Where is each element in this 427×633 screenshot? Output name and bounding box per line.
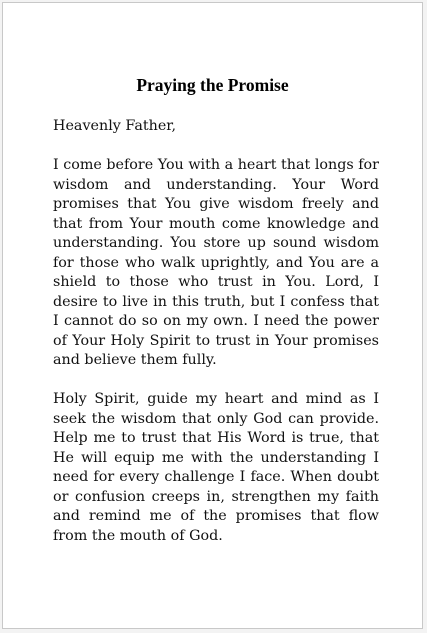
- greeting-line: Heavenly Father,: [53, 118, 177, 134]
- paragraph-1: I come before You with a heart that longs for wisdom and understanding. Your Word promises that You give wisdom freely and that from Your mouth come knowledge and understanding. You store up sound wisdom for those who walk uprightly, and You are a shield to those who trust in You. Lord, I desire to live in this truth, but I confess that I cannot do so on my own. I need the power of Your Holy Spirit to trust in Your promises and believe them fully.: [53, 157, 379, 368]
- document-page: [2, 2, 423, 629]
- document-body: [53, 117, 379, 546]
- document-title: Praying the Promise: [136, 75, 289, 95]
- paragraph-2: Holy Spirit, guide my heart and mind as I seek the wisdom that only God can provide. Help me to trust that His Word is true, that He will equip me with the understanding I need for every challenge I face. When doubt or confusion creeps in, strengthen my faith and remind me of the promises that flow from the mouth of God.: [53, 391, 379, 544]
